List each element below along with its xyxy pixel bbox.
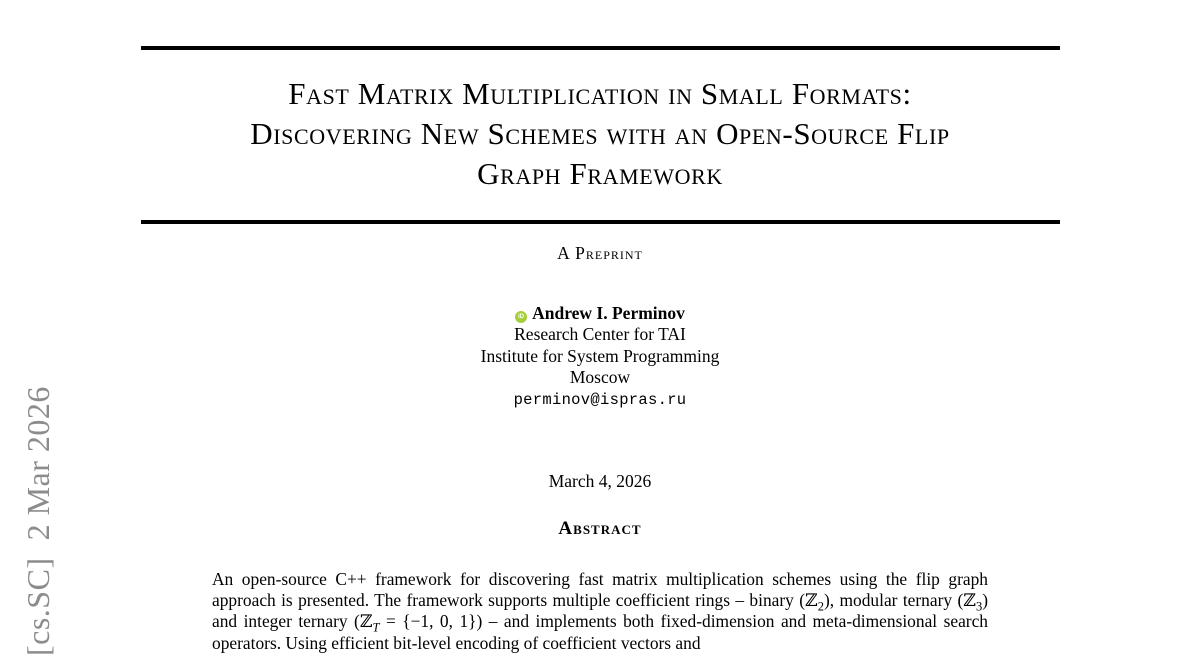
paper-title-line-2: Discovering New Schemes with an Open-Source Flip [250, 116, 950, 151]
abstract-heading: Abstract [558, 518, 642, 539]
author-city: Moscow [569, 366, 631, 387]
title-rule-top [141, 46, 1060, 50]
author-affiliation-1: Research Center for TAI [514, 324, 686, 345]
abstract-text: An open-source C++ framework for discovering fast matrix multiplication schemes using the flip graph approach is presented. The framework supports multiple coefficient rings – binary (ℤ$_2$), modular ternary (ℤ$_3$) and integer ternary (ℤ$_T$ = {−1, 0, 1}) – and implements both fixed-dimension and meta-dimensional search operators. Using efficient bit-level encoding of coefficient vectors and [212, 569, 989, 653]
title-rule-bottom [141, 220, 1060, 224]
author-block [0, 303, 1200, 411]
paper-title-line-1: Fast Matrix Multiplication in Small Formats: [288, 76, 912, 111]
arxiv-watermark: [cs.SC] 2 Mar 2026 [20, 386, 56, 656]
author-name: Andrew I. Perminov [532, 303, 685, 323]
preprint-label: A Preprint [557, 243, 643, 263]
author-email: perminov@ispras.ru [513, 391, 687, 410]
paper-date: March 4, 2026 [548, 471, 652, 491]
author-affiliation-2: Institute for System Programming [480, 345, 720, 366]
paper-title-line-3: Graph Framework [477, 156, 723, 191]
paper-title [100, 74, 1100, 194]
orcid-icon[interactable]: iD [515, 311, 527, 323]
author-name-row [0, 303, 1200, 324]
